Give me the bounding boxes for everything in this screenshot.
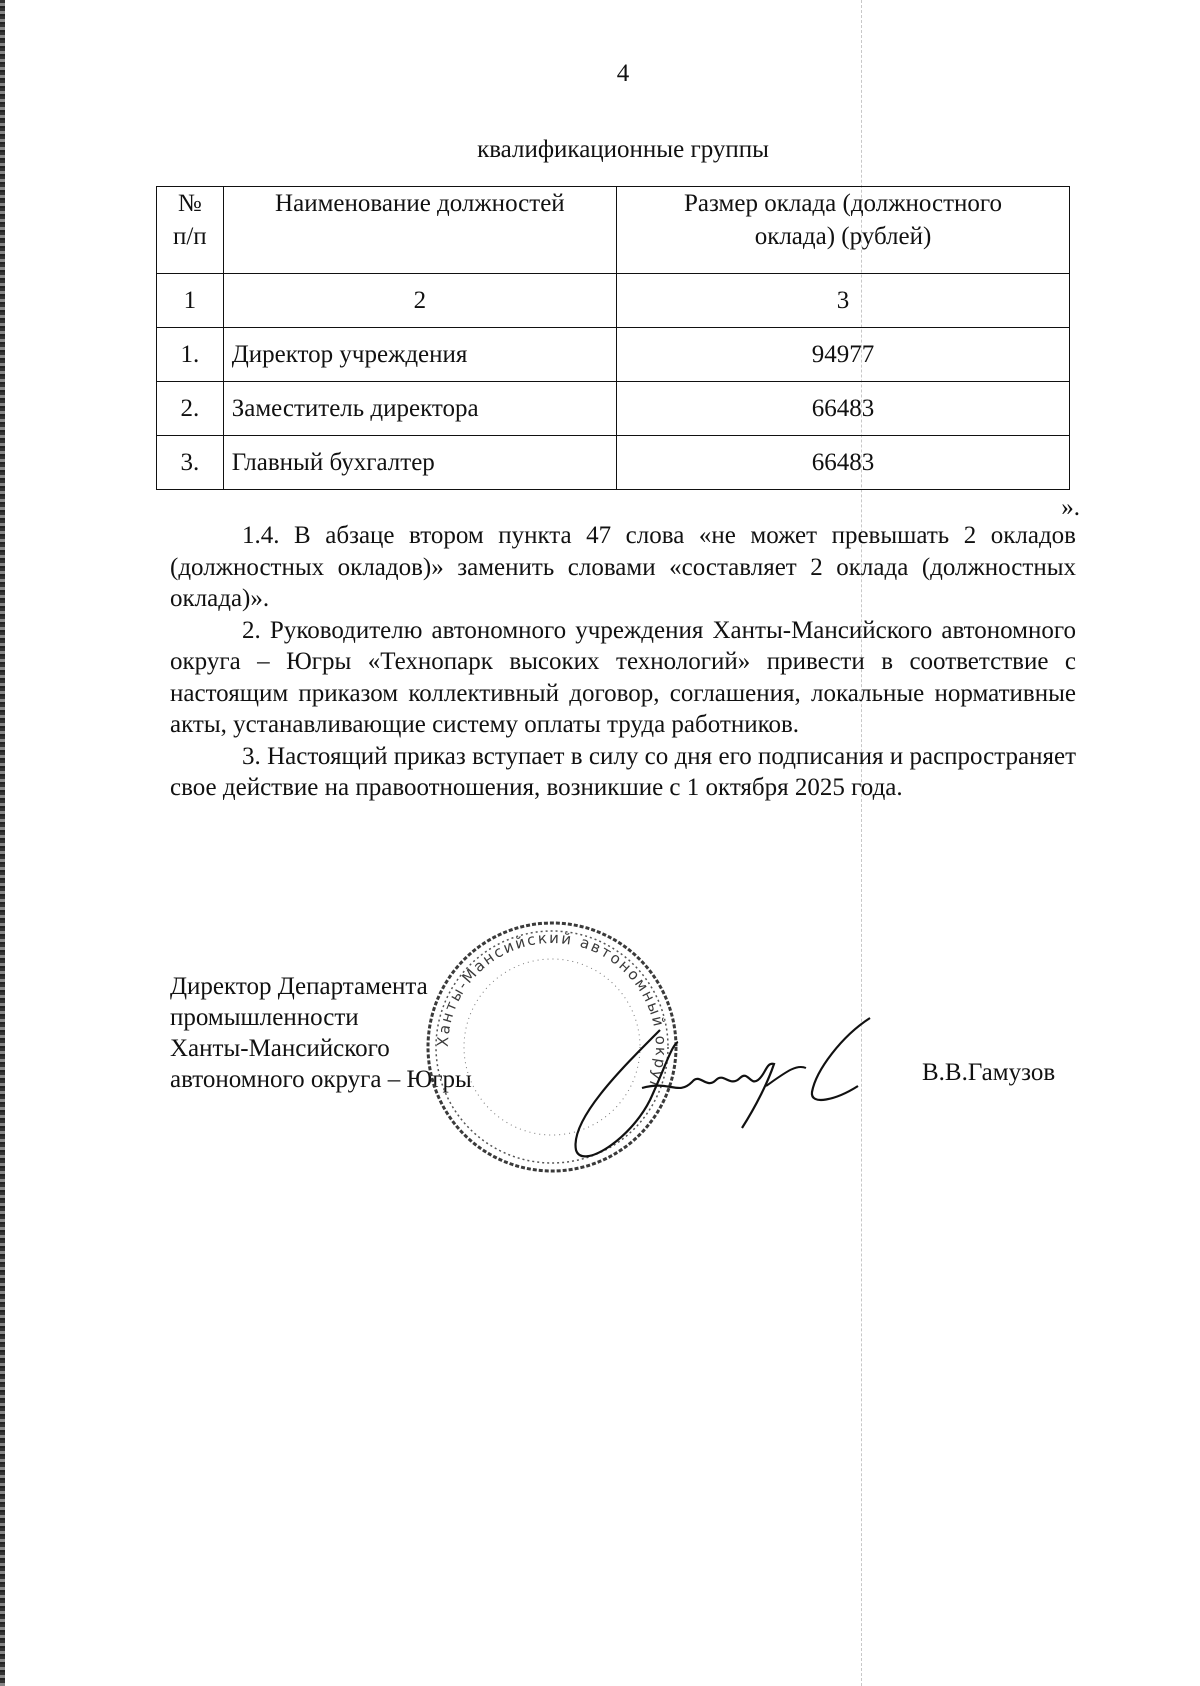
row-salary: 94977 <box>617 328 1070 382</box>
signatory-title-line-2: промышленности <box>170 1004 359 1031</box>
salary-table <box>156 186 1070 490</box>
header-number-line-1: № <box>177 190 202 217</box>
handwritten-signature-icon <box>560 1000 920 1170</box>
scan-edge-artifact <box>0 0 5 1686</box>
row-number: 3. <box>157 436 224 490</box>
row-position: Главный бухгалтер <box>223 436 616 490</box>
paragraph-2: 2. Руководителю автономного учреждения Ханты-Мансийского автономного округа – Югры «Технопарк высоких технологий» привести в соответствие с настоящим приказом коллективный договор, соглашения, локальные нормативные акты, устанавливающие систему оплаты труда работников. <box>170 616 1076 738</box>
row-number: 2. <box>157 382 224 436</box>
column-number-2: 2 <box>223 274 616 328</box>
row-position: Заместитель директора <box>223 382 616 436</box>
table-closing-quote: ». <box>1061 494 1080 521</box>
header-salary-line-1: Размер оклада (должностного <box>684 190 1002 217</box>
table-header-row <box>157 187 1070 274</box>
table-column-number-row <box>157 274 1070 328</box>
row-position: Директор учреждения <box>223 328 616 382</box>
column-number-1: 1 <box>157 274 224 328</box>
paragraph-3: 3. Настоящий приказ вступает в силу со дня его подписания и распространяет свое действие на правоотношения, возникшие с 1 октября 2025 года. <box>170 742 1076 801</box>
table-caption: квалификационные группы <box>477 136 769 163</box>
table-row <box>157 328 1070 382</box>
signatory-name: В.В.Гамузов <box>922 1059 1056 1086</box>
row-salary: 66483 <box>617 436 1070 490</box>
header-number <box>157 187 224 274</box>
header-position-line-1: Наименование должностей <box>275 190 565 217</box>
body-text <box>170 520 1076 804</box>
signatory-title-line-3: Ханты-Мансийского <box>170 1035 390 1062</box>
header-number-line-2: п/п <box>172 223 207 250</box>
paragraph-1-4: 1.4. В абзаце втором пункта 47 слова «не может превышать 2 окладов (должностных окладов)» заменить словами «составляет 2 оклада (должностных оклада)». <box>170 522 1076 612</box>
signatory-title-line-4: автономного округа – Югры <box>170 1066 472 1093</box>
table-row <box>157 436 1070 490</box>
row-salary: 66483 <box>617 382 1070 436</box>
table-row <box>157 382 1070 436</box>
header-position <box>223 187 616 274</box>
page-number: 4 <box>616 60 630 87</box>
column-number-3: 3 <box>617 274 1070 328</box>
signatory-title-line-1: Директор Департамента <box>170 973 428 1000</box>
header-salary <box>617 187 1070 274</box>
row-number: 1. <box>157 328 224 382</box>
header-salary-line-2: оклада) (рублей) <box>754 223 932 250</box>
seal-text: Ханты-Мансийский автономный округ <box>433 928 671 1095</box>
